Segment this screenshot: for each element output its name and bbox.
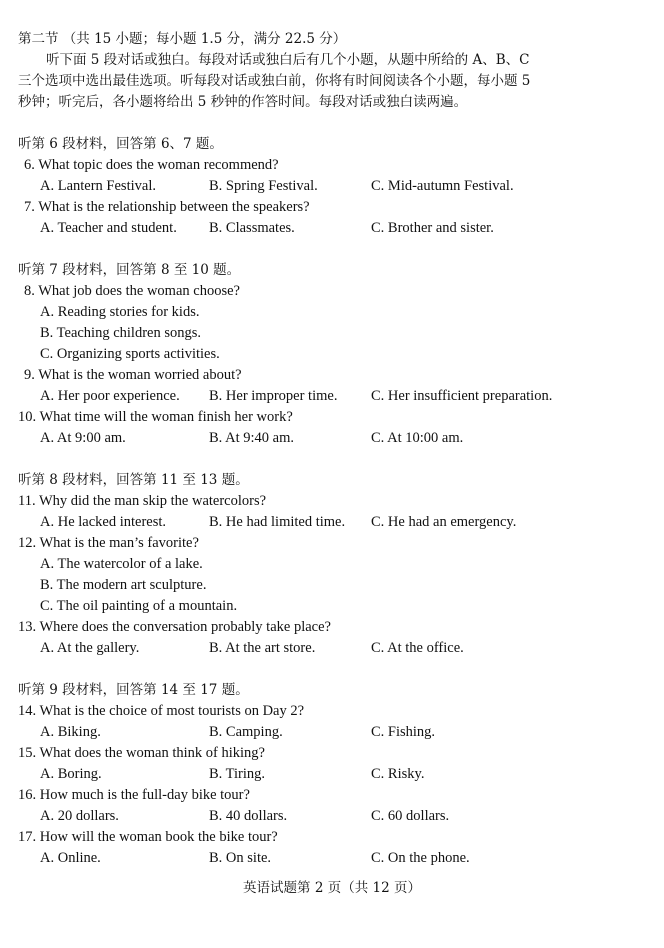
question-6-option-b: B. Spring Festival.: [209, 178, 318, 194]
question-12-stem: 12. What is the man’s favorite?: [18, 535, 199, 551]
group-header-9: 听第 9 段材料，回答第 14 至 17 题。: [18, 682, 249, 698]
question-8-option-b: B. Teaching children songs.: [40, 325, 202, 341]
question-6-option-a: A. Lantern Festival.: [40, 178, 156, 194]
question-7-option-c: C. Brother and sister.: [371, 220, 494, 236]
question-10-option-a: A. At 9:00 am.: [40, 430, 126, 446]
question-8-option-a: A. Reading stories for kids.: [40, 304, 200, 320]
question-11-stem: 11. Why did the man skip the watercolors?: [18, 493, 267, 509]
question-14-option-b: B. Camping.: [209, 724, 283, 740]
question-12-option-c: C. The oil painting of a mountain.: [40, 598, 238, 614]
question-13-option-b: B. At the art store.: [209, 640, 316, 656]
question-9-option-a: A. Her poor experience.: [40, 388, 180, 404]
question-9-option-c: C. Her insufficient preparation.: [371, 388, 553, 404]
question-11-option-c: C. He had an emergency.: [371, 514, 517, 530]
question-15-option-a: A. Boring.: [40, 766, 102, 782]
question-7-stem: 7. What is the relationship between the speakers?: [24, 199, 310, 215]
question-13-option-a: A. At the gallery.: [40, 640, 140, 656]
question-17-option-a: A. Online.: [40, 850, 101, 866]
group-header-7: 听第 7 段材料，回答第 8 至 10 题。: [18, 262, 241, 278]
question-17-option-b: B. On site.: [209, 850, 272, 866]
question-13-stem: 13. Where does the conversation probably take place?: [18, 619, 331, 635]
question-16-option-a: A. 20 dollars.: [40, 808, 119, 824]
group-header-8: 听第 8 段材料，回答第 11 至 13 题。: [18, 472, 249, 488]
instruction-line-1: 听下面 5 段对话或独白。每段对话或独白后有几个小题，从题中所给的 A、B、C: [46, 52, 530, 68]
question-17-stem: 17. How will the woman book the bike tour?: [18, 829, 278, 845]
question-16-option-b: B. 40 dollars.: [209, 808, 288, 824]
question-7-option-a: A. Teacher and student.: [40, 220, 177, 236]
question-6-stem: 6. What topic does the woman recommend?: [24, 157, 279, 173]
question-16-stem: 16. How much is the full-day bike tour?: [18, 787, 250, 803]
question-15-stem: 15. What does the woman think of hiking?: [18, 745, 265, 761]
question-9-stem: 9. What is the woman worried about?: [24, 367, 242, 383]
question-12-option-b: B. The modern art sculpture.: [40, 577, 207, 593]
instruction-line-2: 三个选项中选出最佳选项。听每段对话或独白前，你将有时间阅读各个小题，每小题 5: [18, 73, 531, 89]
question-12-option-a: A. The watercolor of a lake.: [40, 556, 203, 572]
question-13-option-c: C. At the office.: [371, 640, 464, 656]
question-7-option-b: B. Classmates.: [209, 220, 295, 236]
question-10-stem: 10. What time will the woman finish her work?: [18, 409, 293, 425]
question-15-option-c: C. Risky.: [371, 766, 425, 782]
group-header-6: 听第 6 段材料，回答第 6、7 题。: [18, 136, 223, 152]
question-14-stem: 14. What is the choice of most tourists on Day 2?: [18, 703, 305, 719]
section-title: 第二节 （共 15 小题；每小题 1.5 分，满分 22.5 分）: [18, 31, 347, 47]
instruction-line-3: 秒钟；听完后，各小题将给出 5 秒钟的作答时间。每段对话或独白读两遍。: [18, 94, 468, 110]
question-11-option-b: B. He had limited time.: [209, 514, 346, 530]
question-14-option-a: A. Biking.: [40, 724, 101, 740]
question-10-option-c: C. At 10:00 am.: [371, 430, 464, 446]
question-6-option-c: C. Mid-autumn Festival.: [371, 178, 514, 194]
question-11-option-a: A. He lacked interest.: [40, 514, 167, 530]
question-15-option-b: B. Tiring.: [209, 766, 266, 782]
question-10-option-b: B. At 9:40 am.: [209, 430, 294, 446]
question-9-option-b: B. Her improper time.: [209, 388, 338, 404]
question-14-option-c: C. Fishing.: [371, 724, 436, 740]
question-8-stem: 8. What job does the woman choose?: [24, 283, 240, 299]
question-8-option-c: C. Organizing sports activities.: [40, 346, 220, 362]
question-17-option-c: C. On the phone.: [371, 850, 470, 866]
question-16-option-c: C. 60 dollars.: [371, 808, 450, 824]
page-footer: 英语试题第 2 页（共 12 页）: [243, 880, 421, 896]
